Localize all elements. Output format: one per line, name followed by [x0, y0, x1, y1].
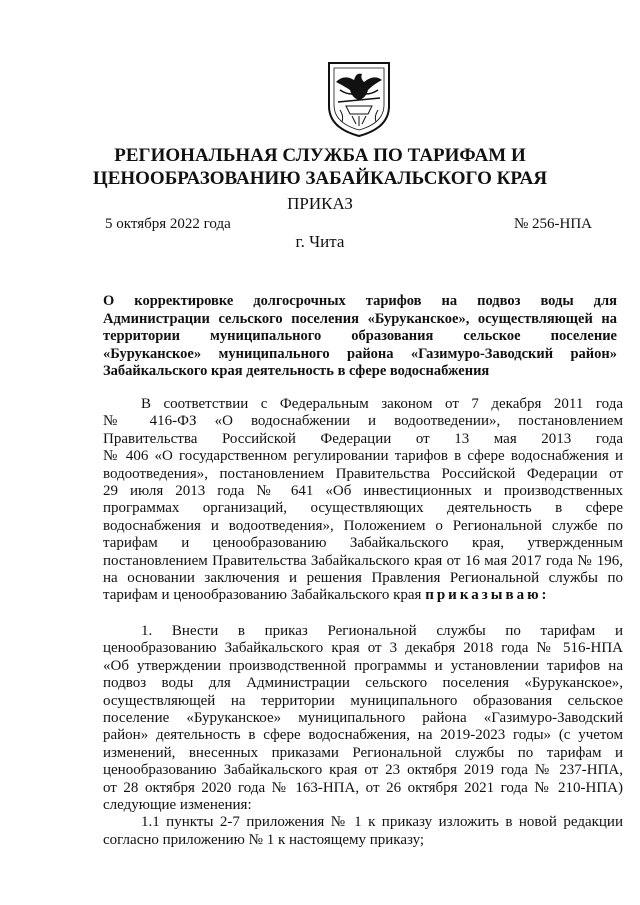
order-word: приказываю:: [425, 587, 550, 604]
body-line: Правительства Российской Федерации от 13 мая 2013 года: [103, 430, 623, 447]
body-line: ценообразованию Забайкальского края от 23 октября 2019 года № 237-НПА,: [103, 762, 623, 779]
body-line: программах организаций, осуществляющих деятельность в сфере: [103, 500, 623, 517]
body-line: № 406 «О государственном регулировании тарифов в сфере водоснабжения и: [103, 448, 623, 465]
subject-line: Забайкальского края деятельность в сфере водоснабжения: [103, 363, 490, 380]
order-subject: [103, 293, 617, 381]
body-line: на основании заключения и решения Правления Региональной службы по: [103, 570, 623, 587]
body-line: поселение «Буруканское» муниципального района «Газимуро-Заводский: [103, 710, 623, 727]
body-line-final: [103, 587, 623, 604]
body-line: «Об утверждении производственной программы и установлении тарифов на: [103, 657, 623, 674]
subject-line: «Буруканское» муниципального района «Газимуро-Заводский район»: [103, 345, 617, 362]
subclause-line: 1.1 пункты 2-7 приложения № 1 к приказу изложить в новой редакции: [141, 814, 623, 831]
subject-line: территории муниципального образования сельское поселение: [103, 328, 617, 345]
preamble-paragraph: [103, 396, 623, 605]
body-line: тарифам и ценообразованию Забайкальского края, утвержденным: [103, 535, 623, 552]
body-line: осуществляющей на территории муниципального образования сельское: [103, 692, 623, 709]
document-city: г. Чита: [295, 232, 345, 251]
document-type: ПРИКАЗ: [287, 194, 353, 213]
body-line: постановлением Правительства Забайкальского края от 16 мая 2017 года № 196,: [103, 552, 623, 569]
body-line: 1. Внести в приказ Региональной службы по тарифам и: [141, 623, 623, 639]
subject-line: Администрации сельского поселения «Буруканское», осуществляющей на: [103, 310, 617, 327]
body-line: подвоз воды для Администрации сельского поселения «Буруканское»,: [103, 675, 623, 692]
organization-name-line-2: ЦЕНООБРАЗОВАНИЮ ЗАБАЙКАЛЬСКОГО КРАЯ: [92, 168, 548, 189]
body-line: В соответствии с Федеральным законом от 7 декабря 2011 года: [141, 396, 623, 412]
subject-line: О корректировке долгосрочных тарифов на подвоз воды для: [103, 293, 617, 309]
order-clause-paragraph: [103, 623, 623, 849]
coat-of-arms-emblem: [326, 60, 392, 138]
document-date: 5 октября 2022 года: [105, 216, 231, 232]
body-line: следующие изменения:: [103, 797, 252, 814]
body-line: изменений, внесенных приказами Региональной службы по тарифам и: [103, 744, 623, 761]
body-line: район» деятельность в сфере водоснабжения, на 2019-2023 годы» (с учетом: [103, 727, 623, 744]
organization-name-line-1: РЕГИОНАЛЬНАЯ СЛУЖБА ПО ТАРИФАМ И: [114, 145, 526, 166]
body-line: водоснабжения и водоотведения», Положением о Региональной службе по: [103, 517, 623, 534]
document-number: № 256-НПА: [513, 216, 592, 232]
body-line: согласно приложению № 1 к настоящему приказу;: [103, 831, 425, 848]
organization-name: [0, 144, 640, 190]
body-line: ценообразованию Забайкальского края от 3 декабря 2018 года № 516-НПА: [103, 640, 623, 657]
body-line: от 28 октября 2020 года № 163-НПА, от 26 октября 2021 года № 210-НПА): [103, 779, 623, 796]
body-line: 29 июля 2013 года № 641 «Об инвестиционных и производственных: [103, 483, 623, 500]
body-line: водоотведения», постановлением Правительства Российской Федерации от: [103, 465, 623, 482]
body-line: № 416-ФЗ «О водоснабжении и водоотведении», постановлением: [103, 413, 623, 430]
body-line-text: тарифам и ценообразованию Забайкальского края: [103, 587, 422, 604]
